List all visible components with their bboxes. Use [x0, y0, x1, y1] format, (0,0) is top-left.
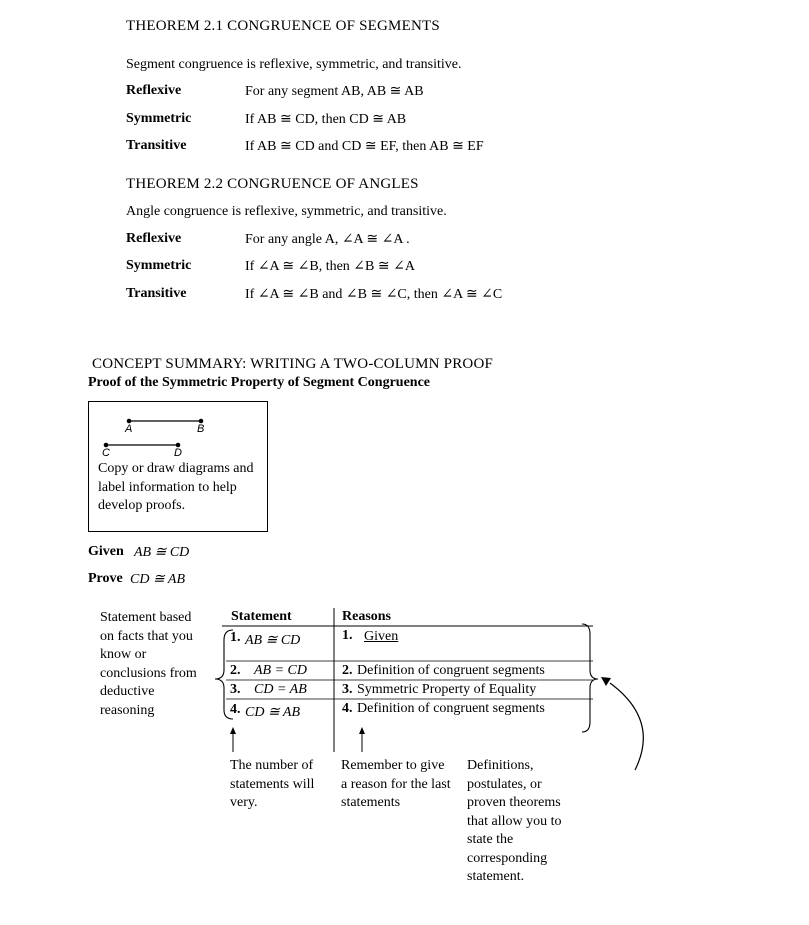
t22-transitive-text: If ∠A ≅ ∠B and ∠B ≅ ∠C, then ∠A ≅ ∠C	[245, 287, 503, 302]
row-2-reason: Definition of congruent segments	[357, 663, 545, 678]
t21-transitive-text: If AB ≅ CD and CD ≅ EF, then AB ≅ EF	[245, 139, 484, 154]
annotation-reason: Remember to give a reason for the last statements	[341, 758, 451, 810]
row-1-statement: AB ≅ CD	[245, 633, 301, 648]
annotation-definitions: Definitions, postulates, or proven theorems that allow you to state the corresponding statement.	[467, 758, 562, 884]
t22-reflexive-label: Reflexive	[126, 231, 182, 246]
row-1-reason: Given	[364, 629, 399, 644]
theorem-2-2-title: THEOREM 2.2 CONGRUENCE OF ANGLES	[126, 176, 419, 192]
diagram-note: Copy or draw diagrams and label information to help develop proofs.	[98, 461, 254, 513]
row-3-statement: CD = AB	[254, 682, 307, 697]
row-2-num: 2.	[230, 663, 241, 678]
row-4-reason-num: 4.	[342, 701, 353, 716]
concept-summary-subtitle: Proof of the Symmetric Property of Segment Congruence	[88, 375, 431, 390]
label-c: C	[102, 447, 110, 459]
annotation-left: Statement based on facts that you know or conclusions from deductive reasoning	[100, 610, 197, 718]
row-1-reason-num: 1.	[342, 628, 353, 643]
row-3-reason-num: 3.	[342, 682, 353, 697]
reasons-header: Reasons	[342, 609, 392, 624]
t21-transitive-label: Transitive	[126, 138, 187, 153]
t21-symmetric-text: If AB ≅ CD, then CD ≅ AB	[245, 112, 407, 127]
row-4-statement: CD ≅ AB	[245, 705, 301, 720]
row-2-reason-num: 2.	[342, 663, 353, 678]
row-4-num: 4.	[230, 702, 241, 717]
given-label: Given	[88, 544, 124, 559]
t22-symmetric-text: If ∠A ≅ ∠B, then ∠B ≅ ∠A	[245, 259, 415, 274]
row-3-reason: Symmetric Property of Equality	[357, 682, 537, 697]
theorem-2-1-intro: Segment congruence is reflexive, symmetric, and transitive.	[126, 57, 462, 72]
prove-value: CD ≅ AB	[130, 572, 186, 587]
row-4-reason: Definition of congruent segments	[357, 701, 545, 716]
theorem-2-1-title: THEOREM 2.1 CONGRUENCE OF SEGMENTS	[126, 18, 440, 34]
t22-symmetric-label: Symmetric	[126, 258, 192, 273]
prove-label: Prove	[88, 571, 123, 586]
t21-reflexive-statement: For any segment AB, AB ≅ AB	[245, 84, 424, 99]
annotation-count: The number of statements will very.	[230, 758, 315, 810]
row-1-num: 1.	[230, 630, 241, 645]
theorem-2-2-intro: Angle congruence is reflexive, symmetric, and transitive.	[126, 204, 447, 219]
label-a: A	[125, 423, 133, 435]
label-b: B	[197, 423, 205, 435]
t21-symmetric-label: Symmetric	[126, 111, 192, 126]
statement-header: Statement	[231, 609, 292, 624]
row-3-num: 3.	[230, 682, 241, 697]
t22-transitive-label: Transitive	[126, 286, 187, 301]
concept-summary-title: CONCEPT SUMMARY: WRITING A TWO-COLUMN PROOF	[92, 356, 494, 372]
row-2-statement: AB = CD	[254, 663, 307, 678]
t22-reflexive-text: For any angle A, ∠A ≅ ∠A .	[245, 232, 410, 247]
given-value: AB ≅ CD	[134, 545, 190, 560]
label-d: D	[174, 447, 182, 459]
t21-reflexive-label: Reflexive	[126, 83, 182, 98]
